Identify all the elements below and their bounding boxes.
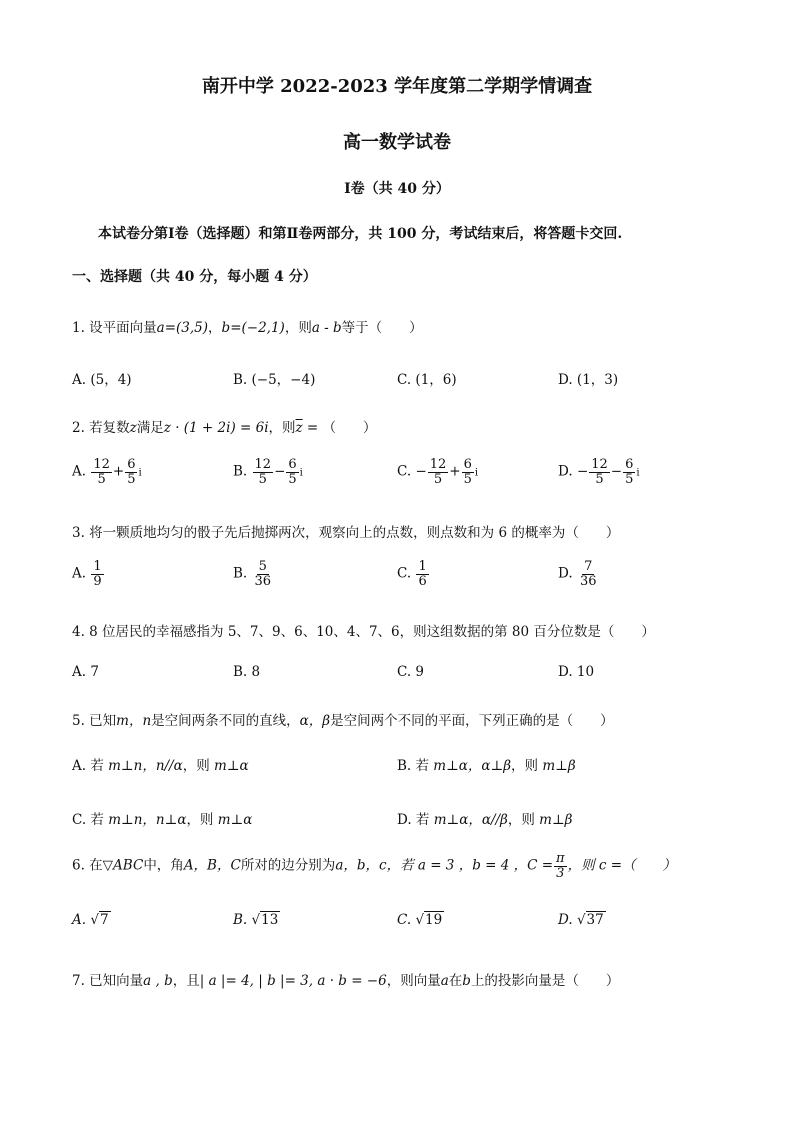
q2-d-frac1: [589, 458, 610, 486]
q1-prefix: 1. 设平面向量: [72, 320, 157, 336]
section-heading: 一、选择题（共 40 分，每小题 4 分）: [72, 269, 317, 285]
q3-b-num: 5: [258, 559, 267, 574]
q5-c-then: ，则: [186, 812, 218, 828]
q6-pi-over-3: [554, 852, 567, 880]
q5-option-d[interactable]: [397, 808, 572, 828]
q7-mid2: ，则向量: [386, 973, 441, 989]
q6-mid: 中，角: [143, 857, 184, 874]
q2-then: ，则: [268, 420, 296, 436]
q2-a-n2: 6: [127, 457, 136, 472]
part-one-heading: Ⅰ卷（共 40 分）: [344, 181, 450, 197]
q6-angles: A，B，C: [183, 857, 241, 874]
q3-d-frac: [578, 560, 599, 588]
q2-c-unit: i: [474, 467, 479, 479]
q5-c-label: C. 若: [72, 812, 109, 828]
q6-c-label: C.: [397, 912, 412, 928]
q5-lines: m，n: [116, 713, 152, 729]
q5-a-label: A. 若: [72, 758, 109, 774]
q6-prefix: 6. 在: [72, 857, 103, 874]
school-title: 南开中学 2022-2023 学年度第二学期学情调查: [201, 76, 593, 97]
q6-mid2: 所对的边分别为: [240, 857, 336, 874]
q4-option-c[interactable]: C. 9: [397, 664, 425, 680]
q2-option-b[interactable]: [233, 458, 303, 486]
q6-a-label: A.: [72, 912, 87, 928]
q3-c-num: 1: [418, 559, 427, 574]
q7-on: 在: [448, 973, 463, 989]
q2-c-d2: 5: [463, 471, 472, 487]
q3-d-label: D.: [558, 565, 573, 582]
q3-c-label: C.: [397, 565, 412, 582]
q6-d-label: D.: [558, 912, 573, 928]
question-7-stem: [72, 969, 619, 989]
question-3-stem: 3. 将一颗质地均匀的骰子先后抛掷两次，观察向上的点数，则点数和为 6 的概率为（ ）: [72, 525, 620, 541]
q1-option-a[interactable]: A. (5，4): [72, 372, 132, 388]
q6-angle-c: C =: [527, 857, 554, 874]
q1-sep: ，: [208, 320, 222, 336]
q6-option-d[interactable]: [558, 912, 606, 928]
q5-option-c[interactable]: [72, 808, 252, 828]
q2-c-n1: 12: [429, 457, 447, 472]
q3-b-label: B.: [233, 565, 248, 582]
q5-d-label: D. 若: [397, 812, 434, 828]
q2-d-sign: −: [576, 463, 589, 480]
question-5-stem: [72, 709, 614, 729]
sqrt-icon: √19: [415, 912, 443, 928]
q2-d-n1: 12: [591, 457, 608, 472]
q2-d-unit: i: [636, 467, 640, 479]
q2-c-frac1: [428, 458, 449, 486]
q3-a-frac: [91, 560, 103, 588]
q6-d-radicand: 37: [586, 912, 604, 928]
q2-b-label: B.: [233, 463, 248, 480]
q3-option-a[interactable]: [72, 560, 105, 588]
q5-d-cond: m⊥α，α//β: [433, 812, 508, 828]
q5-a-res: m⊥α: [214, 758, 249, 774]
q2-b-n2: 6: [288, 457, 297, 472]
q3-a-den: 9: [93, 573, 102, 589]
q2-c-label: C.: [397, 463, 412, 480]
q3-c-den: 6: [418, 573, 427, 589]
q2-option-c[interactable]: [397, 458, 478, 486]
q2-a-frac2: [125, 458, 137, 486]
q2-equation: z · (1 + 2i) = 6i: [163, 420, 269, 436]
q2-a-d2: 5: [127, 471, 136, 487]
q2-a-frac1: [91, 458, 112, 486]
q2-d-frac2: [623, 458, 635, 486]
q2-c-frac2: [462, 458, 474, 486]
q2-a-op: +: [112, 463, 125, 480]
q7-mid: ，且: [172, 973, 200, 989]
sqrt-icon: √37: [576, 912, 604, 928]
q6-pi: π: [556, 851, 565, 866]
q6-suffix: ，则 c =（ ）: [567, 857, 677, 874]
q1-option-c[interactable]: C. (1，6): [397, 372, 457, 388]
q2-option-a[interactable]: [72, 458, 142, 486]
q2-var: z: [129, 420, 137, 436]
q7-vector-b: b: [462, 973, 471, 989]
q5-d-then: ，则: [507, 812, 540, 828]
q5-c-cond: m⊥n，n⊥α: [108, 812, 187, 828]
q2-a-unit: i: [138, 467, 142, 479]
q5-mid: 是空间两条不同的直线，: [151, 713, 300, 729]
q7-prefix: 7. 已知向量: [72, 973, 144, 989]
question-1-stem: [72, 316, 423, 336]
q2-d-d2: 5: [625, 471, 634, 487]
q3-d-num: 7: [584, 559, 593, 574]
q3-option-d[interactable]: [558, 560, 599, 588]
q6-three: 3: [556, 865, 565, 881]
q2-suffix: = （ ）: [302, 420, 377, 436]
q5-a-then: ，则: [182, 758, 215, 774]
q2-c-n2: 6: [463, 457, 472, 472]
q2-c-op: +: [449, 463, 461, 480]
q2-conjugate: $\overline{z}$: [295, 420, 303, 436]
q2-b-unit: i: [299, 467, 303, 479]
q5-b-res: m⊥β: [542, 758, 576, 774]
q2-c-d1: 5: [433, 471, 443, 487]
q6-a-radicand: 7: [99, 912, 109, 928]
q6-b-radicand: 13: [261, 912, 279, 928]
q1-vector-a: a=(3,5): [156, 320, 209, 336]
question-2-stem: [72, 416, 377, 436]
q7-vector-a: a: [440, 973, 449, 989]
q3-a-num: 1: [93, 559, 102, 574]
q2-c-sign: −: [415, 463, 427, 480]
q1-option-d[interactable]: D. (1，3): [558, 372, 619, 388]
q1-option-b[interactable]: B. (−5，−4): [233, 372, 316, 388]
q6-c-radicand: 19: [425, 912, 443, 928]
q2-b-n1: 12: [254, 457, 272, 472]
q4-option-b[interactable]: B. 8: [233, 664, 261, 680]
q3-b-frac: [253, 560, 274, 588]
question-6-stem: [72, 852, 676, 880]
q2-d-n2: 6: [625, 457, 634, 472]
q1-vector-b: b=(−2,1): [221, 320, 285, 336]
q5-c-res: m⊥α: [217, 812, 253, 828]
q7-vectors: a , b: [143, 973, 173, 989]
q5-suffix: 是空间两个不同的平面，下列正确的是（ ）: [330, 713, 614, 729]
question-4-stem: 4. 8 位居民的幸福感指为 5、7、9、6、10、4、7、6，则这组数据的第 80 百分位数是（ ）: [72, 624, 655, 640]
q5-a-cond: m⊥n，n//α: [108, 758, 183, 774]
q2-d-d1: 5: [595, 471, 604, 487]
q1-expression: a - b: [311, 320, 342, 336]
q2-d-op: −: [610, 463, 623, 480]
q5-d-res: m⊥β: [539, 812, 573, 828]
q6-option-a[interactable]: [72, 912, 111, 928]
q3-option-c[interactable]: [397, 560, 430, 588]
q2-a-label: A.: [72, 463, 87, 480]
q5-planes: α，β: [299, 713, 331, 729]
q5-b-then: ，则: [511, 758, 543, 774]
q3-a-label: A.: [72, 565, 87, 582]
q6-given: ，若 a = 3 ，b = 4 ，: [386, 857, 528, 874]
sqrt-icon: √13: [251, 912, 279, 928]
q4-option-d[interactable]: D. 10: [558, 664, 595, 680]
q6-sides: a，b，c: [335, 857, 387, 874]
q2-b-d1: 5: [258, 471, 267, 487]
sqrt-icon: √7: [90, 912, 109, 928]
q2-a-d1: 5: [97, 471, 106, 487]
q2-b-frac1: [253, 458, 274, 486]
q3-d-den: 36: [579, 573, 597, 589]
exam-title: 高一数学试卷: [343, 132, 451, 153]
q5-option-a[interactable]: [72, 754, 249, 774]
q3-option-b[interactable]: [233, 560, 274, 588]
q3-c-frac: [416, 560, 428, 588]
q6-triangle: ▽ABC: [102, 857, 144, 874]
q2-d-label: D.: [558, 463, 573, 480]
q6-option-c[interactable]: [397, 912, 444, 928]
q5-b-label: B. 若: [397, 758, 434, 774]
q2-b-op: −: [274, 463, 286, 480]
q3-b-den: 36: [254, 573, 272, 589]
q5-option-b[interactable]: [397, 754, 576, 774]
q2-mid: 满足: [136, 420, 164, 436]
q2-b-frac2: [286, 458, 298, 486]
q7-suffix: 上的投影向量是（ ）: [470, 973, 620, 989]
q2-prefix: 2. 若复数: [72, 420, 130, 436]
q1-mid: ，则: [284, 320, 312, 336]
q4-option-a[interactable]: A. 7: [72, 664, 99, 680]
q2-b-d2: 5: [288, 471, 297, 487]
q2-a-n1: 12: [93, 457, 110, 472]
q2-option-d[interactable]: [558, 458, 640, 486]
q5-b-cond: m⊥α，α⊥β: [433, 758, 512, 774]
q6-option-b[interactable]: [233, 912, 280, 928]
exam-intro: 本试卷分第Ⅰ卷（选择题）和第Ⅱ卷两部分，共 100 分，考试结束后，将答题卡交回.: [98, 226, 623, 242]
q7-condition: | a |= 4, | b |= 3, a · b = −6: [199, 973, 387, 989]
q5-prefix: 5. 已知: [72, 713, 117, 729]
q6-b-label: B.: [233, 912, 248, 928]
q1-suffix: 等于（ ）: [341, 320, 423, 336]
